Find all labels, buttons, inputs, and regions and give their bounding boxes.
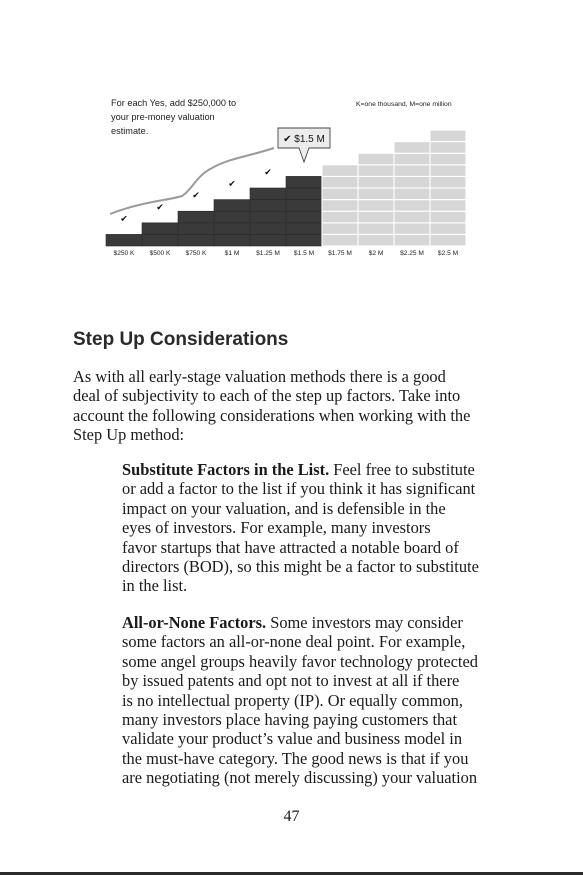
- step-cell-empty: [430, 130, 466, 142]
- step-cell-empty: [394, 176, 430, 188]
- figure-note-line-3: estimate.: [111, 126, 149, 136]
- step-cell-empty: [394, 234, 430, 246]
- consideration-text: some factors an all-or-none deal point. For example,: [122, 632, 466, 652]
- step-cell-filled: [142, 223, 178, 235]
- consideration-text: Some investors may consider: [266, 613, 463, 632]
- step-cell-empty: [322, 211, 358, 223]
- step-label: $2.25 M: [400, 250, 424, 257]
- step-cell-empty: [358, 188, 394, 200]
- check-icon: ✔: [120, 214, 128, 225]
- step-cell-empty: [358, 176, 394, 188]
- check-icon: ✔: [156, 202, 164, 213]
- step-cell-filled: [214, 223, 250, 235]
- step-cell-filled: [250, 234, 286, 246]
- consideration-text: in the list.: [122, 576, 188, 596]
- figure-note-line-2: your pre-money valuation: [111, 112, 215, 122]
- step-cell-empty: [394, 188, 430, 200]
- check-icon: ✔: [264, 168, 272, 178]
- callout-label: ✔ $1.5 M: [283, 134, 325, 145]
- consideration-text: or add a factor to the list if you think it has significant: [122, 479, 476, 499]
- step-cell-empty: [430, 223, 466, 235]
- step-cell-empty: [322, 176, 358, 188]
- consideration-text: Feel free to substitute: [329, 460, 475, 479]
- step-label: $1.5 M: [293, 250, 315, 257]
- intro-line: account the following considerations when working with the: [73, 405, 471, 425]
- step-cell-empty: [430, 142, 466, 154]
- consideration-title: Substitute Factors in the List.: [122, 460, 330, 479]
- step-cell-empty: [394, 211, 430, 223]
- intro-paragraph: [73, 367, 513, 445]
- consideration-text: validate your product’s value and business model in: [122, 729, 463, 749]
- step-cell-empty: [322, 223, 358, 235]
- step-cell-filled: [142, 234, 178, 246]
- intro-line: As with all early-stage valuation methods there is a good: [73, 367, 446, 386]
- step-cell-empty: [430, 153, 466, 165]
- step-cell-empty: [322, 188, 358, 200]
- step-cell-empty: [394, 153, 430, 165]
- step-cell-filled: [286, 188, 322, 200]
- step-cell-empty: [394, 165, 430, 177]
- consideration-text: is no intellectual property (IP). Or equally common,: [122, 690, 463, 710]
- page-number: 47: [283, 808, 300, 825]
- step-cell-filled: [250, 211, 286, 223]
- consideration-text: impact on your valuation, and is defensible in the: [122, 498, 446, 518]
- step-cell-empty: [394, 223, 430, 235]
- step-label: $250 K: [113, 250, 135, 257]
- consideration-text: directors (BOD), so this might be a factor to substitute: [122, 557, 479, 577]
- step-cell-empty: [358, 234, 394, 246]
- check-icon: ✔: [192, 191, 200, 202]
- step-label: $500 K: [149, 250, 171, 257]
- intro-line: deal of subjectivity to each of the step up factors. Take into: [73, 386, 461, 406]
- step-cell-filled: [214, 211, 250, 223]
- step-cell-empty: [430, 176, 466, 188]
- step-cell-empty: [358, 223, 394, 235]
- consideration-text: many investors place having paying customers that: [122, 710, 458, 730]
- step-cell-filled: [178, 234, 214, 246]
- consideration-text: eyes of investors. For example, many investors: [122, 518, 431, 538]
- consideration-title: All-or-None Factors.: [122, 613, 267, 632]
- step-cell-empty: [430, 188, 466, 200]
- step-label: $2 M: [368, 250, 384, 257]
- step-cell-filled: [286, 234, 322, 246]
- figure-unit-note: K=one thousand, M=one million: [356, 101, 452, 108]
- step-cell-empty: [430, 200, 466, 212]
- step-cell-empty: [430, 165, 466, 177]
- step-cell-filled: [250, 200, 286, 212]
- step-cell-empty: [322, 165, 358, 177]
- step-up-chart: [100, 90, 512, 290]
- step-label: $1.75 M: [328, 250, 352, 257]
- step-cell-empty: [430, 211, 466, 223]
- step-cell-empty: [322, 234, 358, 246]
- step-cell-empty: [358, 211, 394, 223]
- step-label: $1.25 M: [256, 250, 280, 257]
- consideration-text: some angel groups heavily favor technology protected: [122, 651, 478, 671]
- step-cell-empty: [394, 200, 430, 212]
- step-cell-filled: [106, 234, 142, 246]
- consideration-text: are negotiating (not merely discussing) your valuation: [122, 768, 478, 788]
- step-cell-filled: [286, 200, 322, 212]
- step-cell-filled: [286, 176, 322, 188]
- step-cell-empty: [358, 165, 394, 177]
- step-cell-empty: [322, 200, 358, 212]
- consideration-text: favor startups that have attracted a notable board of: [122, 537, 459, 557]
- step-cell-filled: [250, 188, 286, 200]
- step-cell-filled: [286, 211, 322, 223]
- step-label: $1 M: [224, 250, 240, 257]
- intro-line: Step Up method:: [73, 425, 185, 445]
- step-cell-filled: [214, 200, 250, 212]
- consideration-text: the must-have category. The good news is that if you: [122, 748, 469, 768]
- consideration-all-or-none-factors: [122, 613, 514, 788]
- consideration-substitute-factors: [122, 460, 514, 596]
- section-heading: Step Up Considerations: [73, 329, 289, 350]
- step-cell-empty: [358, 153, 394, 165]
- step-cell-filled: [250, 223, 286, 235]
- step-cell-empty: [430, 234, 466, 246]
- consideration-text: by issued patents and opt not to invest at all if there: [122, 671, 460, 691]
- figure-note-line-1: For each Yes, add $250,000 to: [111, 98, 237, 108]
- step-label: $2.5 M: [437, 250, 459, 257]
- step-label: $750 K: [185, 250, 207, 257]
- step-cell-empty: [394, 142, 430, 154]
- step-cell-filled: [178, 223, 214, 235]
- step-cell-filled: [214, 234, 250, 246]
- step-cell-empty: [358, 200, 394, 212]
- step-cell-filled: [178, 211, 214, 223]
- step-cell-filled: [286, 223, 322, 235]
- step-up-chart-figure: [100, 90, 512, 290]
- check-icon: ✔: [228, 179, 236, 190]
